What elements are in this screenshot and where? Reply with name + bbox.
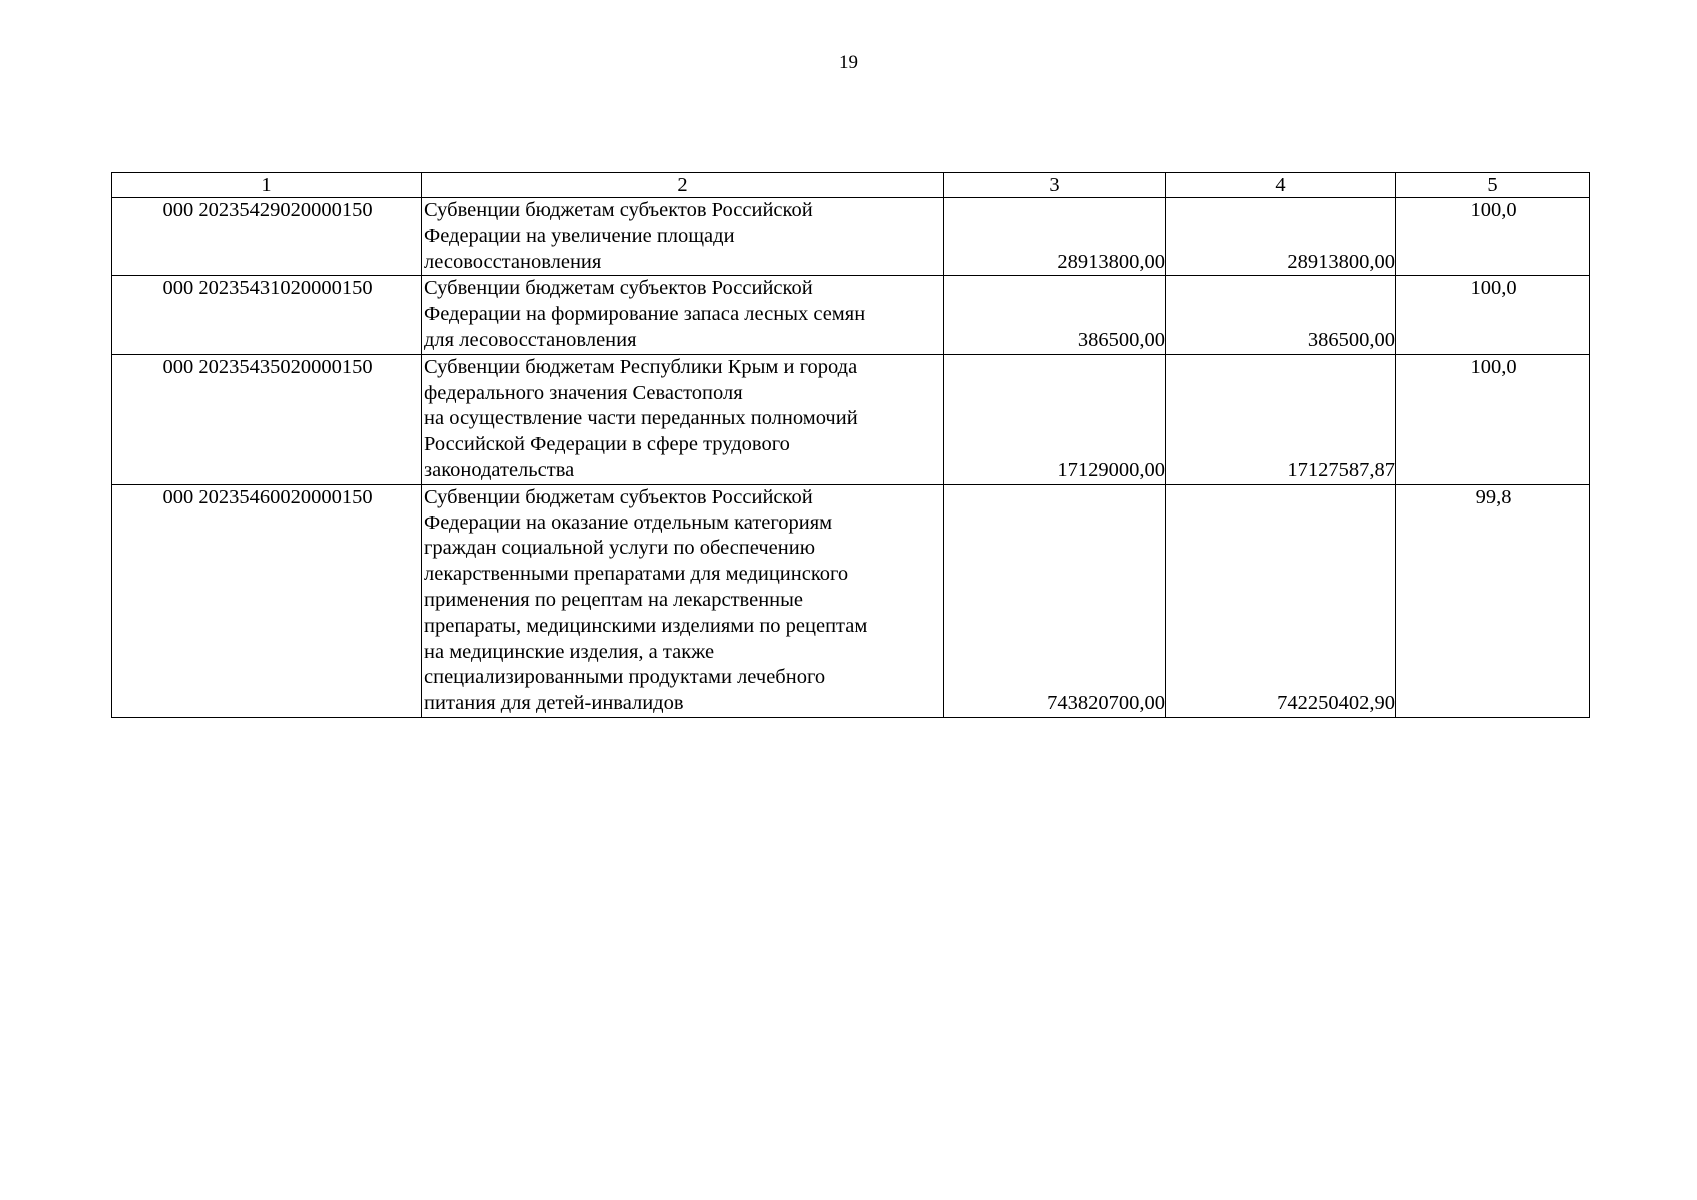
actual-amount-cell: 28913800,00	[1166, 198, 1396, 276]
description-line: Федерации на оказание отдельным категориям	[424, 511, 833, 534]
header-col-3: 3	[944, 173, 1166, 198]
page-number: 19	[839, 52, 858, 73]
table-row	[112, 198, 1590, 276]
description-line: федерального значения Севастополя	[424, 381, 743, 404]
description-line: питания для детей-инвалидов	[424, 692, 684, 715]
description-line: Субвенции бюджетам Республики Крым и города	[424, 355, 858, 378]
actual-amount-cell: 386500,00	[1166, 276, 1396, 354]
description-line: Федерации на увеличение площади	[424, 224, 735, 247]
description-line: лесовосстановления	[424, 250, 602, 273]
table-body	[112, 173, 1590, 718]
table-header-row	[112, 173, 1590, 198]
description-cell	[422, 354, 944, 484]
description-line: граждан социальной услуги по обеспечению	[424, 537, 816, 560]
actual-amount-cell: 17127587,87	[1166, 354, 1396, 484]
description-line: на медицинские изделия, а также	[424, 640, 715, 663]
header-col-5: 5	[1396, 173, 1590, 198]
description-line: на осуществление части переданных полномочий	[424, 407, 858, 430]
plan-amount-cell: 17129000,00	[944, 354, 1166, 484]
actual-amount-cell: 742250402,90	[1166, 484, 1396, 717]
budget-code-cell: 000 20235435020000150	[112, 354, 422, 484]
description-line: Российской Федерации в сфере трудового	[424, 433, 790, 456]
budget-table	[111, 172, 1590, 718]
budget-code-cell: 000 20235431020000150	[112, 276, 422, 354]
description-line: препараты, медицинскими изделиями по рецептам	[424, 614, 868, 637]
percent-cell: 99,8	[1396, 484, 1590, 717]
description-cell	[422, 276, 944, 354]
description-line: Субвенции бюджетам субъектов Российской	[424, 277, 813, 300]
percent-cell: 100,0	[1396, 354, 1590, 484]
description-line: применения по рецептам на лекарственные	[424, 588, 804, 611]
percent-cell: 100,0	[1396, 198, 1590, 276]
description-cell	[422, 198, 944, 276]
description-line: для лесовосстановления	[424, 328, 637, 351]
header-col-4: 4	[1166, 173, 1396, 198]
description-line: Субвенции бюджетам субъектов Российской	[424, 485, 813, 508]
header-col-1: 1	[112, 173, 422, 198]
description-line: Субвенции бюджетам субъектов Российской	[424, 199, 813, 221]
budget-code-cell: 000 20235429020000150	[112, 198, 422, 276]
budget-code-cell: 000 20235460020000150	[112, 484, 422, 717]
table-row	[112, 276, 1590, 354]
description-line: Федерации на формирование запаса лесных семян	[424, 303, 866, 326]
plan-amount-cell: 743820700,00	[944, 484, 1166, 717]
description-line: специализированными продуктами лечебного	[424, 666, 826, 689]
description-line: законодательства	[424, 458, 575, 481]
description-cell	[422, 484, 944, 717]
plan-amount-cell: 386500,00	[944, 276, 1166, 354]
percent-cell: 100,0	[1396, 276, 1590, 354]
description-line: лекарственными препаратами для медицинского	[424, 563, 849, 586]
table-row	[112, 354, 1590, 484]
header-col-2: 2	[422, 173, 944, 198]
plan-amount-cell: 28913800,00	[944, 198, 1166, 276]
table-row	[112, 484, 1590, 717]
